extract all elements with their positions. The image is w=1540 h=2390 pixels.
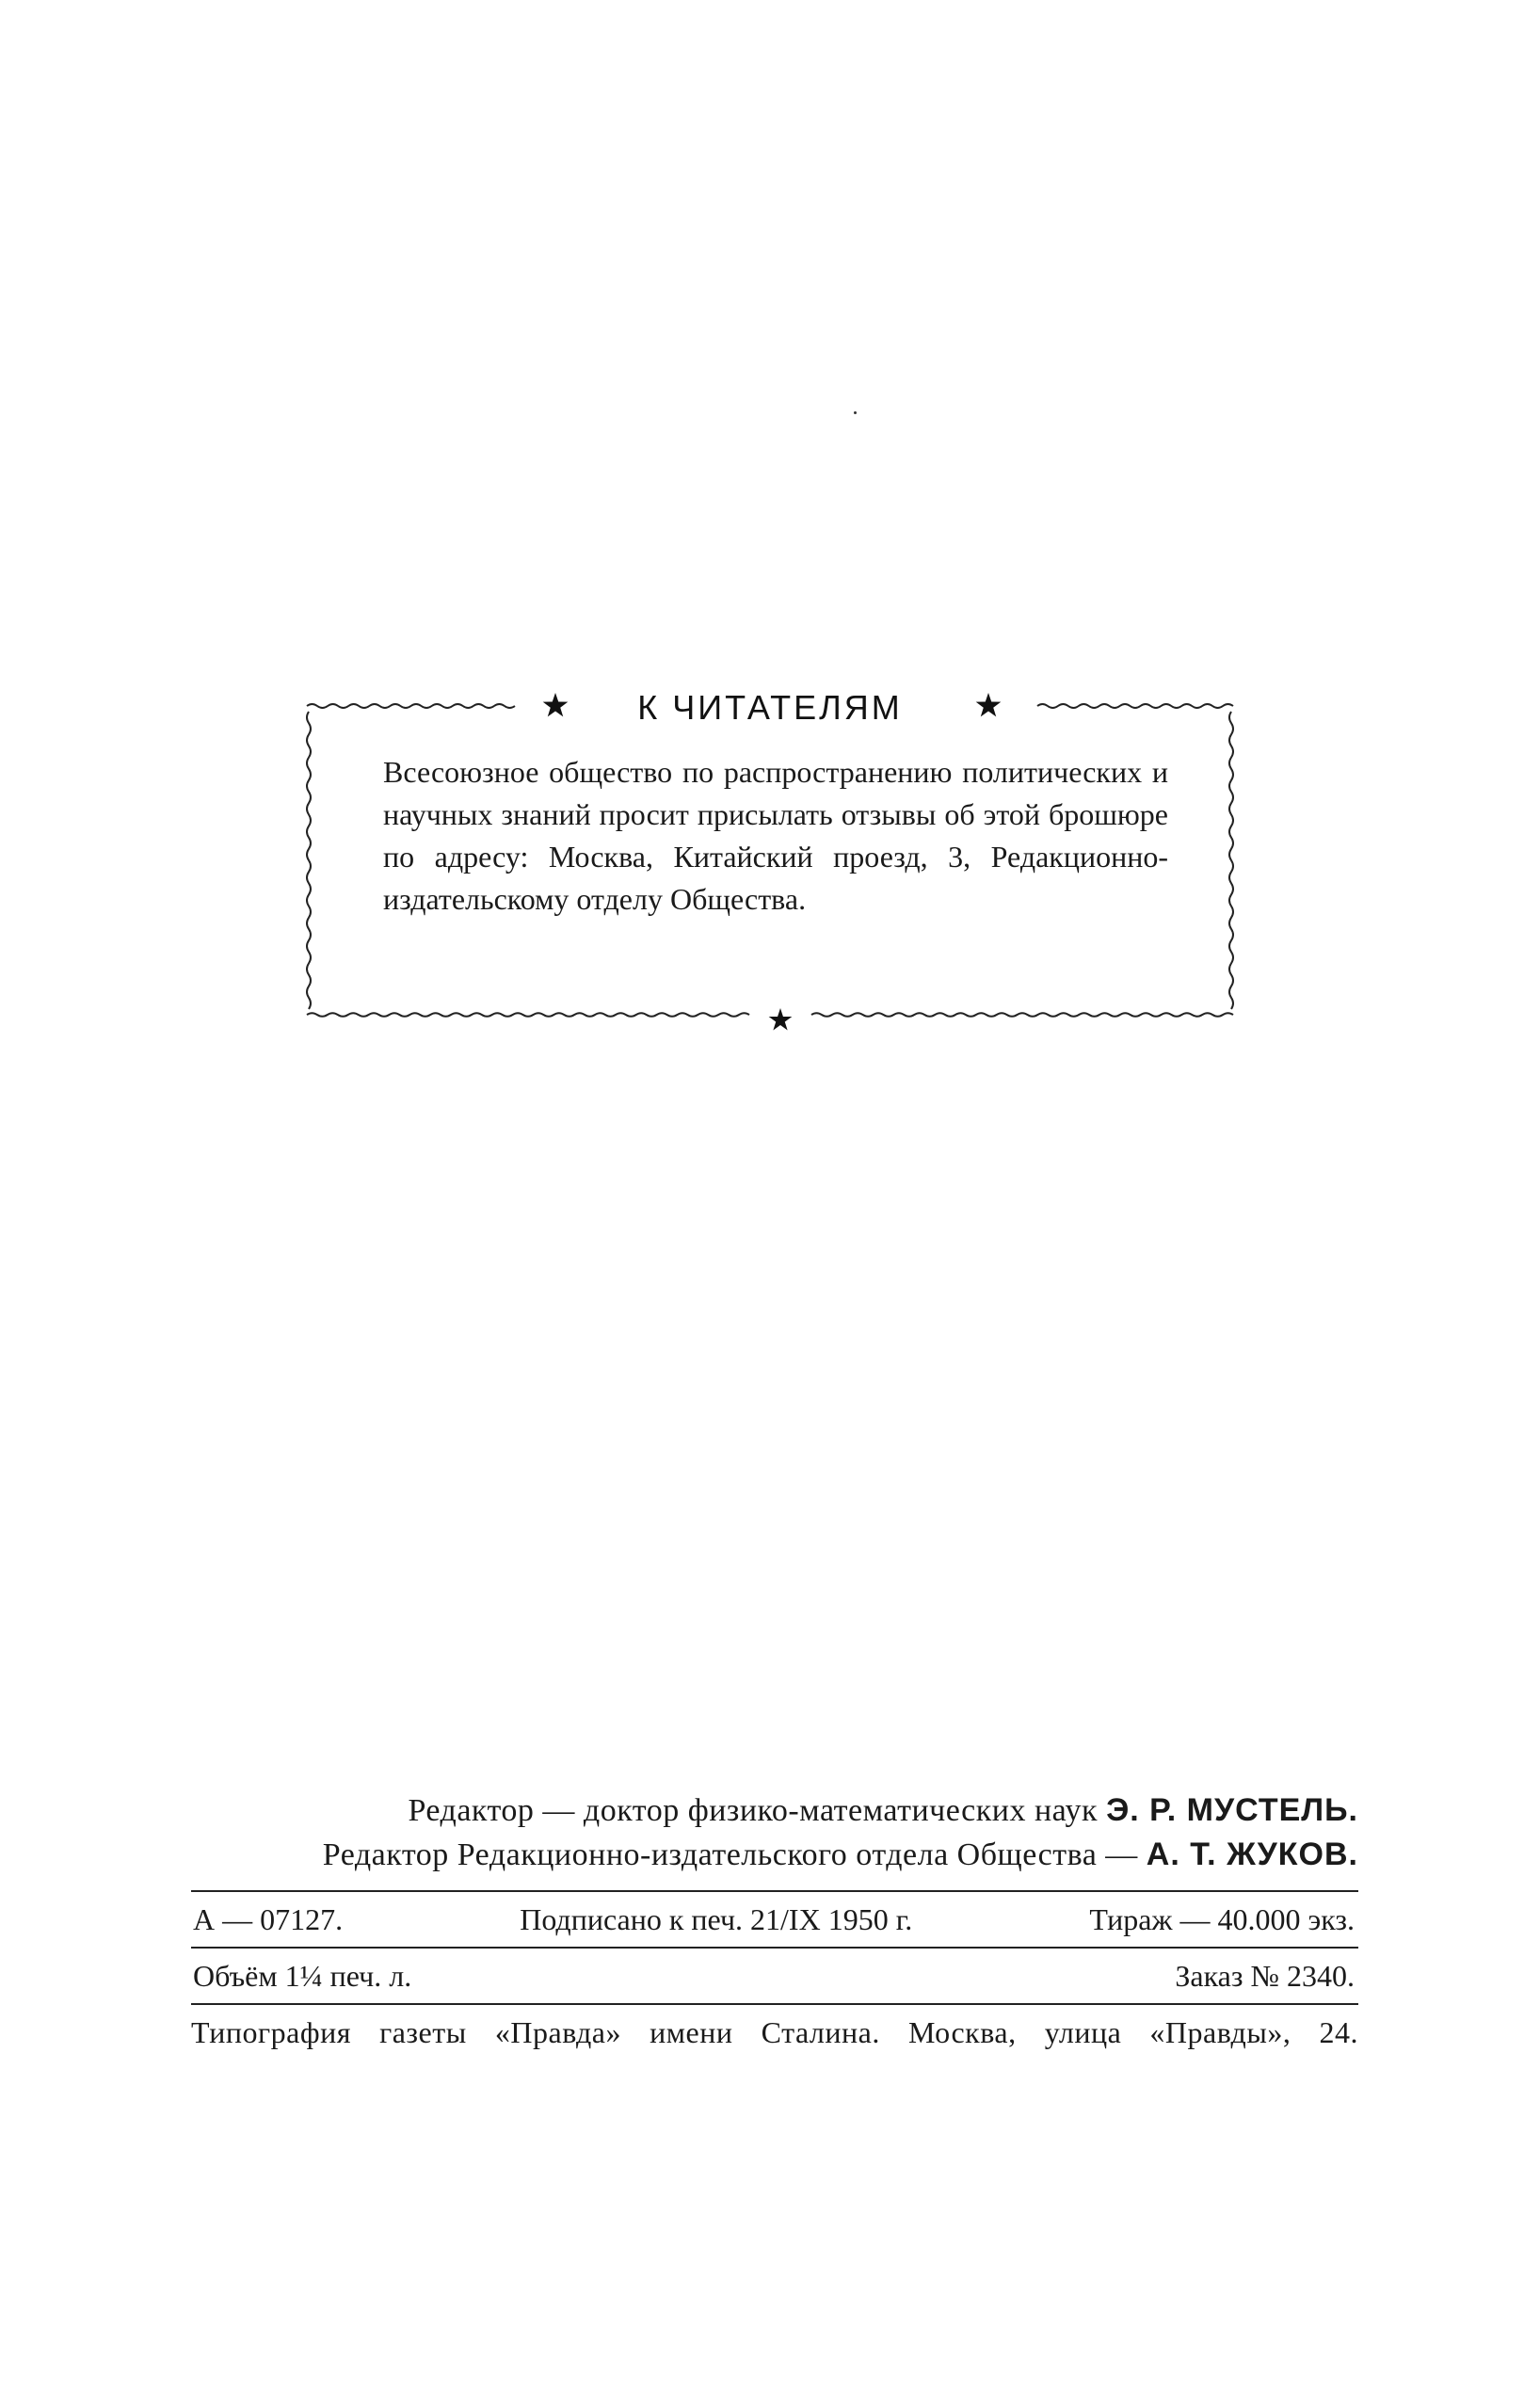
license-number: А — 07127. — [193, 1902, 344, 1936]
print-details-row — [191, 1892, 1358, 1947]
volume: Объём 1¼ печ. л. — [193, 1959, 412, 1993]
notice-title: К ЧИТАТЕЛЯМ — [637, 688, 903, 727]
editor-role: Редактор Редакционно-издательского отдела Общества — — [322, 1837, 1147, 1872]
volume-order-row — [191, 1949, 1358, 2003]
colophon — [191, 1788, 1358, 2060]
editor-line-scientific — [191, 1788, 1358, 1833]
star-icon — [769, 1008, 793, 1031]
signed-to-print: Подписано к печ. 21/IX 1950 г. — [520, 1902, 913, 1936]
stray-dot — [854, 411, 857, 414]
editor-line-publishing — [191, 1833, 1358, 1877]
printer-line: Типография газеты «Правда» имени Сталина. Москва, улица «Правды», 24. — [191, 2015, 1358, 2049]
notice-body: Всесоюзное общество по распространению политических и научных знаний просит присылать отзывы об этой брошюре по адресу: Москва, Китайский проезд, 3, Редакционно-издательскому отделу Общества. — [383, 755, 1168, 916]
print-run: Тираж — 40.000 экз. — [1089, 1902, 1355, 1936]
order-number: Заказ № 2340. — [1175, 1959, 1355, 1993]
editor-name: Э. Р. МУСТЕЛЬ. — [1106, 1792, 1358, 1828]
editor-role: Редактор — доктор физико-математических наук — [408, 1793, 1107, 1828]
readers-notice-box — [303, 678, 1237, 1035]
editor-name: А. Т. ЖУКОВ. — [1146, 1837, 1358, 1872]
